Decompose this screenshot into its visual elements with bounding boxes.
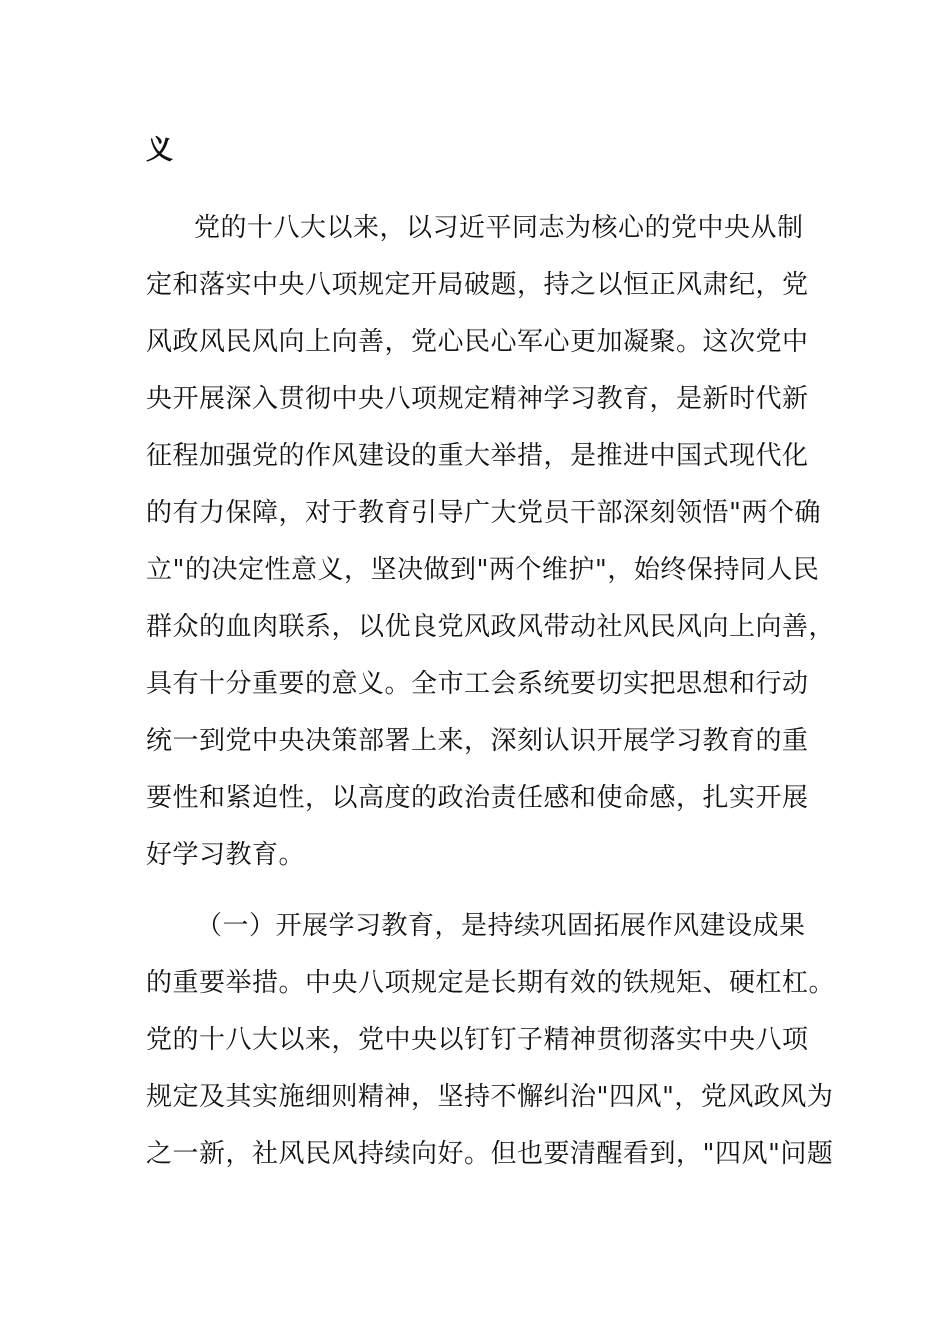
paragraph-1-line-8: 群众的血肉联系，以优良党风政风带动社风民风向上向善，	[146, 612, 836, 642]
paragraph-2-line-1: （一）开展学习教育，是持续巩固拓展作风建设成果	[196, 911, 806, 941]
paragraph-2-line-4: 规定及其实施细则精神，坚持不懈纠治"四风"，党风政风为	[146, 1082, 834, 1112]
paragraph-1-line-5: 征程加强党的作风建设的重大举措，是推进中国式现代化	[146, 441, 809, 471]
paragraph-2-line-5: 之一新，社风民风持续向好。但也要清醒看到，"四风"问题	[146, 1139, 834, 1169]
paragraph-1-line-9: 具有十分重要的意义。全市工会系统要切实把思想和行动	[146, 669, 809, 699]
paragraph-1-line-2: 定和落实中央八项规定开局破题，持之以恒正风肃纪，党	[146, 270, 809, 300]
paragraph-1-line-12: 好学习教育。	[146, 840, 306, 870]
paragraph-1-line-6: 的有力保障，对于教育引导广大党员干部深刻领悟"两个确	[146, 498, 821, 528]
paragraph-1-line-7: 立"的决定性意义，坚决做到"两个维护"，始终保持同人民	[146, 555, 820, 585]
heading-tail: 义	[146, 135, 174, 166]
paragraph-2-line-3: 党的十八大以来，党中央以钉钉子精神贯彻落实中央八项	[146, 1025, 809, 1055]
paragraph-1-line-1: 党的十八大以来，以习近平同志为核心的党中央从制	[194, 213, 804, 243]
paragraph-1-line-11: 要性和紧迫性，以高度的政治责任感和使命感，扎实开展	[146, 783, 809, 813]
paragraph-1-line-10: 统一到党中央决策部署上来，深刻认识开展学习教育的重	[146, 726, 809, 756]
paragraph-1-line-3: 风政风民风向上向善，党心民心军心更加凝聚。这次党中	[146, 327, 809, 357]
paragraph-2-line-2: 的重要举措。中央八项规定是长期有效的铁规矩、硬杠杠。	[146, 968, 836, 998]
paragraph-1-line-4: 央开展深入贯彻中央八项规定精神学习教育，是新时代新	[146, 384, 809, 414]
